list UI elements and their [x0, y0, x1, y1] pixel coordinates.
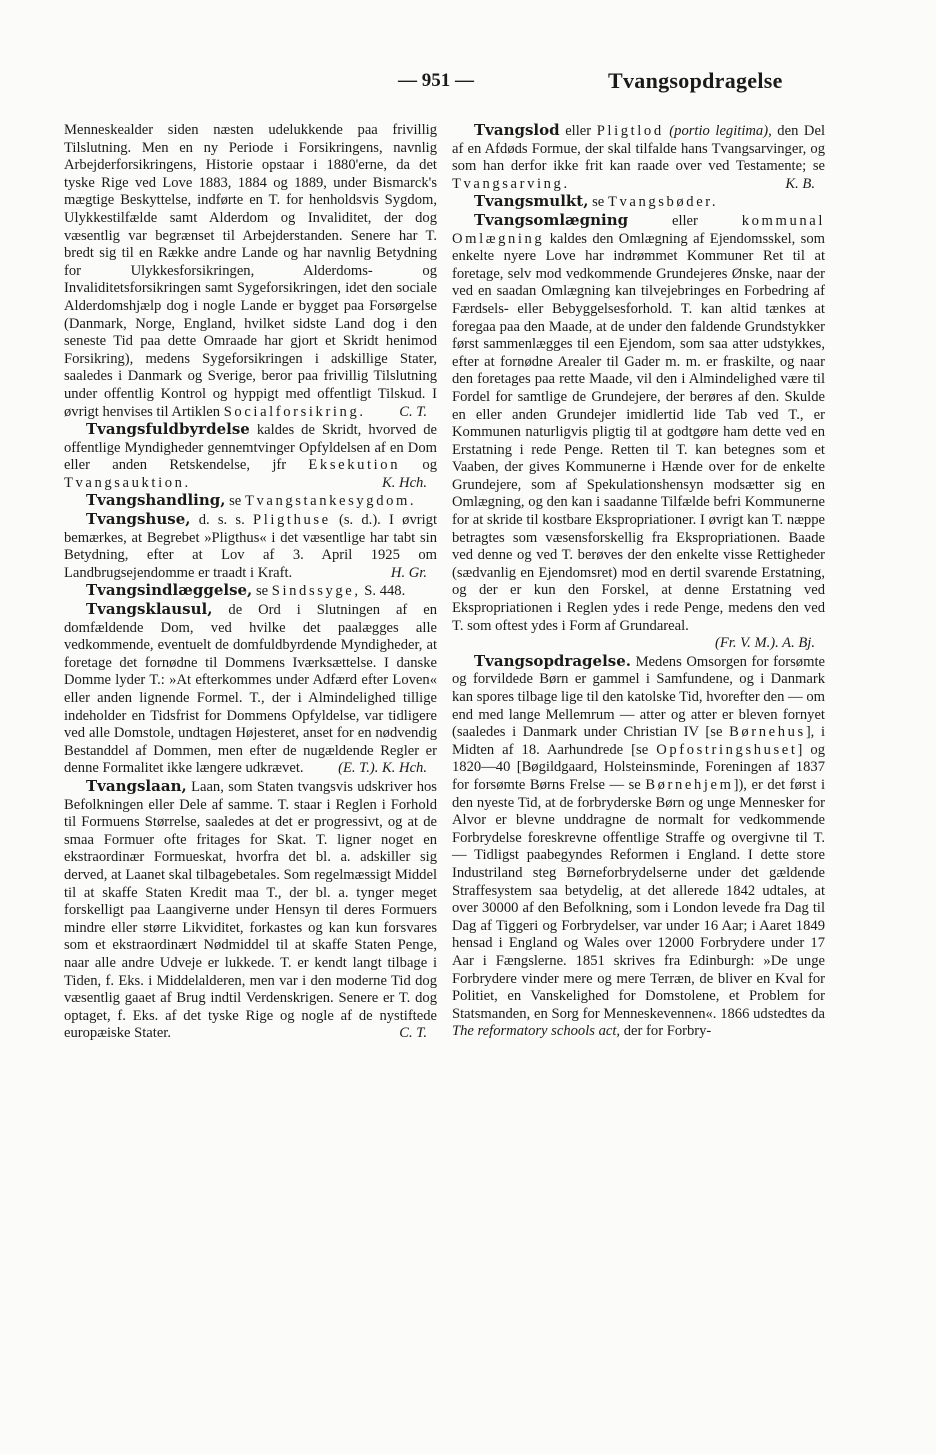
headword: Tvangsmulkt, — [474, 192, 589, 211]
body-text: ], i Midten af 18. Aarhundrede [se — [452, 724, 825, 758]
cross-reference: Sindssyge, — [271, 583, 361, 600]
entry-tvangslaan — [64, 778, 437, 1043]
author-signature: (E. T.). K. Hch. — [338, 760, 427, 777]
entry-tvangslod — [452, 122, 825, 193]
author-signature: H. Gr. — [390, 564, 427, 581]
headword: Tvangsindlæggelse, — [86, 581, 253, 600]
author-signature: C. T. — [399, 1025, 427, 1042]
entry-tvangshandling — [64, 492, 437, 511]
headword: Tvangsklausul, — [86, 600, 213, 619]
author-signature: (Fr. V. M.). A. Bj. — [715, 635, 815, 652]
body-text: den Del af en Afdøds Formue, der skal tilfalde hans Tvangsarvinger, og som han derfor ikke frit kan raade over ved Testamente; se — [452, 123, 825, 175]
cross-reference: Pligtlod — [596, 123, 664, 139]
body-text: ] og 1820—40 [Bøgildgaard, Holsteinsminde, Foreningen af 1837 for forsømte Børns Frelse — se — [452, 741, 825, 793]
body-text: eller — [565, 123, 592, 139]
right-column — [452, 122, 825, 1041]
entry-tvangsklausul — [64, 601, 437, 778]
entry-tvangsindlaeggelse — [64, 582, 437, 601]
cross-reference: kommunal Omlægning — [452, 212, 825, 247]
act-title: The reformatory schools act, — [452, 1023, 621, 1040]
entry-tvangshuse — [64, 511, 437, 582]
headword: Tvangsopdragelse. — [474, 651, 631, 670]
cross-reference: Opfostringshuset — [656, 741, 798, 758]
headword: Tvangsfuldbyrdelse — [86, 420, 250, 439]
body-text: kaldes de Skridt, hvorved de offentlige Myndigheder gennemtvinger Opfyldelsen af en Dom eller anden Retskendelse, jfr — [64, 422, 437, 474]
author-signature: K. Hch. — [382, 474, 427, 491]
body-text: eller — [671, 212, 698, 229]
entry-tvangsomlaegning — [452, 212, 825, 653]
cross-reference: Socialforsikring. — [223, 403, 366, 420]
cross-reference: Tvangstankesygdom. — [244, 493, 417, 510]
cross-reference: Børnehjem — [645, 776, 734, 793]
left-column — [64, 122, 437, 1043]
cross-reference: Tvangsauktion. — [64, 474, 191, 491]
body-text: og — [422, 457, 437, 474]
body-text: se — [592, 194, 605, 211]
entry-tvangsmulkt — [452, 193, 825, 212]
body-text: Menneskealder siden næsten udelukkende paa frivillig Tilslutning. Men en ny Periode i Forsikringens, navnlig Arbejderforsikringens, Historie opstaar i 1880'erne, da det tyske Rige ved Love 1883, 1884 og 1889, under Bismarck's mægtige Beskyttelse, indførte en T. for henholdsvis Sygdom, Ulykkestilfælde samt Alderdom og Invaliditet, der dog væsentlig var begrænset til Arbejderstanden. Senere har T. bredt sig til en Række andre Lande og har navnlig Betydning for Ulykkesforsikringen, Alderdoms- og Invaliditetsforsikringen samt Sygeforsikringen, idet den sociale Alderdomshjælp dog i nogle Lande er bygget paa Forsørgelse (Danmark, Norge, England, hvilket sidste Land dog i den seneste Tid paa dette Omraade har gjort et Skridt henimod Forsikring), medens Sygeforsikringen i adskillige Stater, saaledes i Danmark og Sverige, beror paa frivillig Tilslutning under offentlig Kontrol og hyppigt med offentligt Tilskud. I øvrigt henvises til Artiklen — [64, 122, 437, 420]
headword: Tvangshandling, — [86, 491, 226, 510]
cross-reference: Pligthuse — [253, 512, 331, 529]
cross-reference: Tvangsbøder. — [607, 194, 719, 211]
body-text: de Ord i Slutningen af en domfældende Dom, ved hvilke det paalægges alle vedkommende, eventuelt de domfuldbyrdende Myndigheder, at foretage det fornødne til Dommens Iværksættelse. I danske Domme lyder T.: »At efterkommes under Adfærd efter Loven« eller anden lignende Formel. T., der i Almindelighed tillige indeholder en Tidsfrist for Dommens Opfyldelse, var tidligere ved alle Domstole, undtagen Højesteret, anset for en nødvendig Bestanddel af Dommen, men efter de nugældende Regler er denne Formalitet ikke længere udkrævet. — [64, 602, 437, 777]
body-text: se — [255, 583, 269, 600]
entry-tvangsopdragelse — [452, 653, 825, 1041]
author-signature: C. T. — [399, 403, 427, 420]
body-text: Medens Omsorgen for forsømte og forvildede Børn er gammel i Samfundene, og i Danmark kan spores tilbage lige til den katolske Tid, hvorefter den — om end med lange Mellemrum — atter og atter er bleven fornyet (saaledes i Danmark under Christian IV [se — [452, 653, 825, 741]
body-text: (s. d.). I øvrigt bemærkes, at Begrebet »Pligthus« i det væsentlige har tabt sin Betydning, efter at Lov af 3. April 1925 om Landbrugsejendomme er traadt i Kraft. — [64, 512, 438, 581]
body-text: S. 448. — [364, 583, 406, 600]
headword: Tvangslaan, — [86, 776, 187, 795]
headword: Tvangshuse, — [86, 510, 191, 529]
cross-reference: Børnehus — [729, 724, 806, 741]
running-head: Tvangsopdragelse — [608, 68, 783, 93]
headword: Tvangslod — [474, 121, 560, 139]
body-text: der for Forbry- — [623, 1023, 712, 1040]
cross-reference: Eksekution — [308, 457, 401, 474]
body-text: Laan, som Staten tvangsvis udskriver hos Befolkningen eller Dele af samme. T. staar i Reglen i Forhold til Formuens Størrelse, saaledes at det er progressivt, og at de smaa Formuer ofte fritages for Skat. T. ligner noget en ekstraordinær Formueskat, hvorfra det bl. a. adskiller sig derved, at Laanet skal tilbagebetales. Som regelmæssigt Middel til at skaffe Staten Kredit maa T., der bl. a. tynger meget forskelligt paa Laangiverne under Hensyn til deres Formuers mindre eller større Likviditet, forkastes og kan kun forsvares som et ekstraordinært Nødmiddel til at skaffe Staten Penge, naar alle andre Udveje er lukkede. T. er kendt langt tilbage i Tiden, f. Eks. i Middelalderen, men var i den moderne Tid dog væsentlig gaaet af Brug indtil Verdenskrigen. Senere er T. dog optaget, f. Eks. af det tyske Rige og nogle af de nystiftede europæiske Stater. — [64, 778, 437, 1042]
body-text: kaldes den Omlægning af Ejendomsskel, som enkelte nyere Love har indrømmet Kommuner Ret til at foretage, selv mod vedkommende Grundejeres Ønske, naar der ved en saadan Omlægning kan tilvejebringes en Forbedring af Færdsels- eller Bebyggelsesforhold. T. kan altid tænkes at foregaa paa den Maade, at de under den faldende Grundstykker først sammenlægges til een Ejendom, som saa atter udstykkes, efter at fornødne Arealer til Gader m. m. er fraskilte, og naar den foretages paa rette Maade, vil den i Almindelighed være til Fordel for samtlige de Grundejere, der berøres af den. Skulde en eller anden Grundejer imidlertid lide Tab ved T., er Kommunen naturligvis pligtig til at godtgøre ham dette ved en Erstatning i rede Penge. Retten til T. kan betegnes som et Vaaben, der gives Kommunerne i Hænde over for de enkelte Grundejere, som af Spekulationshensyn modsætter sig en Omlægning, og den kan i saadanne Tilfælde befri Kommunerne for at skride til kostbare Ekspropriationer. I øvrigt kan T. næppe betragtes som væsensforskellig fra Ekspropriationen. Baade ved denne og ved T. berøves der den enkelte visse Rettigheder (sædvanlig en Ejendomsret) mod en dertil svarende Erstatning, og der er kun den Forskel, at denne Erstatning ved Ekspropriationen i Reglen ydes i rede Penge, medens den ved T. som oftest ydes i Form af Grundareal. — [452, 230, 825, 634]
body-text: d. s. s. — [198, 512, 245, 529]
body-text: ]), er det først i den nyeste Tid, at de forbryderske Børn og unge Mennesker for Alvor er blevne unddragne de normalt for vedkommende Forbrydelse foreskrevne offentlige Straffe og overgivne til T. — Tidligst paabegyndes Reformen i England. I dette store Industriland steg Børneforbrydelserne under det gældende Straffesystem saa betydelig, at det allerede 1842 udtales, at over 30000 af den Befolkning, som i London levede fra Dag til Dag af Tiggeri og Forbrydelser, var under 16 Aar; i Aaret 1849 hensad i England og Wales over 12000 Forbrydere under 17 Aar i Fængslerne. 1851 skrives fra Edinburgh: »De unge Forbrydere vinder mere og mere Terræn, de bliver en Kval for Politiet, en Vanskelighed for Domstolene, et Problem for Statsmanden, en Sorg for Menneskevennen«. 1866 udstedtes da — [452, 776, 826, 1022]
page-header — [0, 70, 936, 100]
page-number: — 951 — — [398, 70, 474, 91]
latin-term: (portio legitima), — [669, 123, 772, 139]
entry-continuation — [64, 122, 437, 421]
cross-reference: Tvangsarving. — [452, 175, 570, 192]
author-signature: K. B. — [785, 175, 815, 192]
headword: Tvangsomlægning — [474, 210, 629, 229]
entry-tvangsfuldbyrdelse — [64, 421, 437, 492]
body-text: se — [229, 493, 242, 510]
